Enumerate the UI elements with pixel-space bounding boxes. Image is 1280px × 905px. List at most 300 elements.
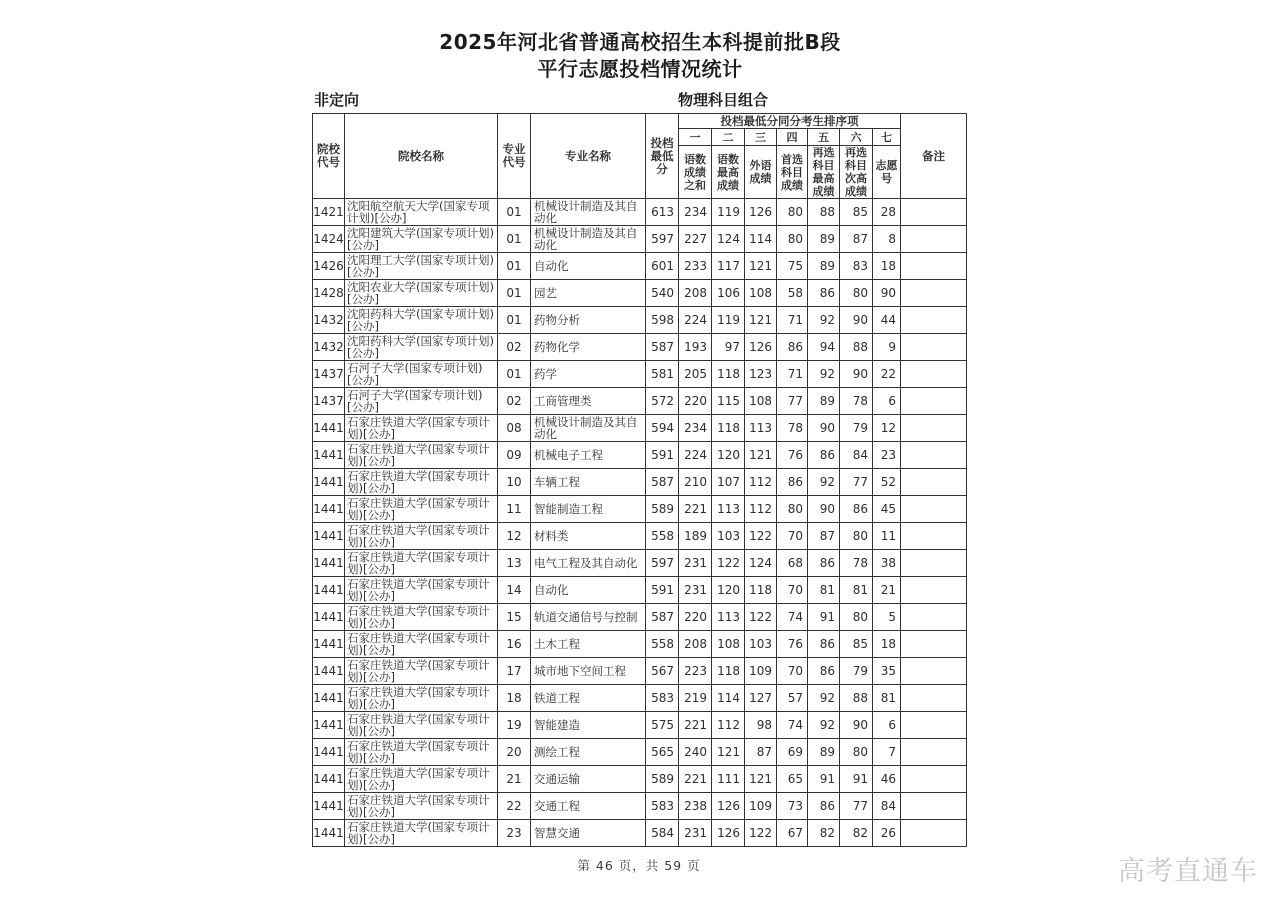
major-code-cell: 01 — [498, 199, 531, 226]
sort7-volunteer-cell: 18 — [873, 631, 901, 658]
sort5-re-max-cell: 92 — [808, 307, 840, 334]
table-row — [313, 793, 967, 820]
sort3-foreign-cell: 113 — [745, 415, 777, 442]
sort1-sum-cell: 234 — [679, 199, 712, 226]
sort1-sum-cell: 224 — [679, 442, 712, 469]
sort5-re-max-cell: 90 — [808, 496, 840, 523]
major-name-cell: 机械设计制造及其自动化 — [531, 199, 646, 226]
sort4-first-subject-cell: 71 — [777, 361, 808, 388]
sort6-re-second-cell: 88 — [840, 334, 873, 361]
major-name-cell: 电气工程及其自动化 — [531, 550, 646, 577]
sort4-first-subject-cell: 68 — [777, 550, 808, 577]
sort2-max-cell: 124 — [712, 226, 745, 253]
sort3-foreign-cell: 109 — [745, 793, 777, 820]
header-sort-label-2: 语数最高成绩 — [712, 146, 745, 199]
sort7-volunteer-cell: 28 — [873, 199, 901, 226]
sort3-foreign-cell: 122 — [745, 523, 777, 550]
sort2-max-cell: 117 — [712, 253, 745, 280]
sort3-foreign-cell: 123 — [745, 361, 777, 388]
remark-cell — [901, 631, 967, 658]
sort6-re-second-cell: 88 — [840, 685, 873, 712]
sort6-re-second-cell: 85 — [840, 199, 873, 226]
college-code-cell: 1432 — [313, 334, 345, 361]
sort3-foreign-cell: 121 — [745, 307, 777, 334]
major-name-cell: 园艺 — [531, 280, 646, 307]
sort2-max-cell: 97 — [712, 334, 745, 361]
sort7-volunteer-cell: 23 — [873, 442, 901, 469]
sort7-volunteer-cell: 5 — [873, 604, 901, 631]
college-name-cell: 石家庄铁道大学(国家专项计划)[公办] — [345, 577, 498, 604]
table-row — [313, 361, 967, 388]
header-sort-num-6: 六 — [840, 129, 873, 146]
major-name-cell: 智慧交通 — [531, 820, 646, 847]
major-name-cell: 车辆工程 — [531, 469, 646, 496]
college-name-cell: 石家庄铁道大学(国家专项计划)[公办] — [345, 658, 498, 685]
min-score-cell: 597 — [646, 226, 679, 253]
sort5-re-max-cell: 86 — [808, 442, 840, 469]
header-major-name: 专业名称 — [531, 114, 646, 199]
college-code-cell: 1441 — [313, 415, 345, 442]
sort1-sum-cell: 189 — [679, 523, 712, 550]
sort4-first-subject-cell: 78 — [777, 415, 808, 442]
remark-cell — [901, 226, 967, 253]
college-name-cell: 石家庄铁道大学(国家专项计划)[公办] — [345, 712, 498, 739]
table-row — [313, 307, 967, 334]
sort5-re-max-cell: 89 — [808, 739, 840, 766]
major-name-cell: 自动化 — [531, 577, 646, 604]
header-major-code: 专业代号 — [498, 114, 531, 199]
remark-cell — [901, 469, 967, 496]
major-name-cell: 轨道交通信号与控制 — [531, 604, 646, 631]
sort6-re-second-cell: 80 — [840, 739, 873, 766]
sort1-sum-cell: 233 — [679, 253, 712, 280]
remark-cell — [901, 334, 967, 361]
major-code-cell: 01 — [498, 280, 531, 307]
major-code-cell: 01 — [498, 307, 531, 334]
header-sort-num-1: 一 — [679, 129, 712, 146]
college-name-cell: 石河子大学(国家专项计划)[公办] — [345, 361, 498, 388]
major-code-cell: 16 — [498, 631, 531, 658]
admission-stats-table — [312, 113, 967, 847]
sort2-max-cell: 111 — [712, 766, 745, 793]
major-name-cell: 交通工程 — [531, 793, 646, 820]
sort6-re-second-cell: 80 — [840, 280, 873, 307]
meta-row — [312, 89, 968, 109]
sort7-volunteer-cell: 90 — [873, 280, 901, 307]
table-row — [313, 523, 967, 550]
sort7-volunteer-cell: 6 — [873, 388, 901, 415]
header-sort-num-4: 四 — [777, 129, 808, 146]
sort3-foreign-cell: 121 — [745, 442, 777, 469]
sort5-re-max-cell: 86 — [808, 658, 840, 685]
college-name-cell: 石家庄铁道大学(国家专项计划)[公办] — [345, 739, 498, 766]
sort4-first-subject-cell: 86 — [777, 469, 808, 496]
sort5-re-max-cell: 92 — [808, 469, 840, 496]
min-score-cell: 613 — [646, 199, 679, 226]
sort5-re-max-cell: 92 — [808, 361, 840, 388]
remark-cell — [901, 199, 967, 226]
major-code-cell: 14 — [498, 577, 531, 604]
min-score-cell: 587 — [646, 469, 679, 496]
sort2-max-cell: 121 — [712, 739, 745, 766]
college-name-cell: 石家庄铁道大学(国家专项计划)[公办] — [345, 496, 498, 523]
major-code-cell: 13 — [498, 550, 531, 577]
sort3-foreign-cell: 109 — [745, 658, 777, 685]
sort6-re-second-cell: 79 — [840, 658, 873, 685]
college-name-cell: 沈阳农业大学(国家专项计划)[公办] — [345, 280, 498, 307]
sort5-re-max-cell: 86 — [808, 631, 840, 658]
min-score-cell: 565 — [646, 739, 679, 766]
sort3-foreign-cell: 108 — [745, 388, 777, 415]
remark-cell — [901, 253, 967, 280]
sort4-first-subject-cell: 70 — [777, 523, 808, 550]
college-name-cell: 石家庄铁道大学(国家专项计划)[公办] — [345, 550, 498, 577]
sort3-foreign-cell: 112 — [745, 496, 777, 523]
sort4-first-subject-cell: 77 — [777, 388, 808, 415]
sort7-volunteer-cell: 12 — [873, 415, 901, 442]
sort6-re-second-cell: 81 — [840, 577, 873, 604]
major-code-cell: 01 — [498, 253, 531, 280]
sort4-first-subject-cell: 67 — [777, 820, 808, 847]
sort1-sum-cell: 231 — [679, 550, 712, 577]
sort7-volunteer-cell: 8 — [873, 226, 901, 253]
college-code-cell: 1421 — [313, 199, 345, 226]
major-name-cell: 城市地下空间工程 — [531, 658, 646, 685]
major-name-cell: 土木工程 — [531, 631, 646, 658]
sort1-sum-cell: 221 — [679, 766, 712, 793]
min-score-cell: 558 — [646, 523, 679, 550]
sort5-re-max-cell: 94 — [808, 334, 840, 361]
major-code-cell: 10 — [498, 469, 531, 496]
major-code-cell: 12 — [498, 523, 531, 550]
college-code-cell: 1441 — [313, 523, 345, 550]
sort5-re-max-cell: 88 — [808, 199, 840, 226]
table-row — [313, 442, 967, 469]
major-name-cell: 铁道工程 — [531, 685, 646, 712]
sort6-re-second-cell: 83 — [840, 253, 873, 280]
remark-cell — [901, 496, 967, 523]
sort4-first-subject-cell: 76 — [777, 442, 808, 469]
remark-cell — [901, 766, 967, 793]
sort2-max-cell: 126 — [712, 793, 745, 820]
major-name-cell: 机械设计制造及其自动化 — [531, 415, 646, 442]
header-sort-label-5: 再选科目最高成绩 — [808, 146, 840, 199]
table-row — [313, 739, 967, 766]
sort4-first-subject-cell: 73 — [777, 793, 808, 820]
college-code-cell: 1441 — [313, 793, 345, 820]
sort3-foreign-cell: 121 — [745, 766, 777, 793]
min-score-cell: 594 — [646, 415, 679, 442]
major-code-cell: 20 — [498, 739, 531, 766]
sort1-sum-cell: 240 — [679, 739, 712, 766]
college-code-cell: 1426 — [313, 253, 345, 280]
sort2-max-cell: 118 — [712, 658, 745, 685]
sort7-volunteer-cell: 18 — [873, 253, 901, 280]
sort6-re-second-cell: 90 — [840, 361, 873, 388]
college-name-cell: 石河子大学(国家专项计划)[公办] — [345, 388, 498, 415]
header-remark: 备注 — [901, 114, 967, 199]
sort4-first-subject-cell: 69 — [777, 739, 808, 766]
min-score-cell: 591 — [646, 577, 679, 604]
sort1-sum-cell: 219 — [679, 685, 712, 712]
table-row — [313, 712, 967, 739]
sort7-volunteer-cell: 38 — [873, 550, 901, 577]
major-code-cell: 22 — [498, 793, 531, 820]
sort6-re-second-cell: 91 — [840, 766, 873, 793]
table-row — [313, 685, 967, 712]
sort2-max-cell: 119 — [712, 307, 745, 334]
major-name-cell: 工商管理类 — [531, 388, 646, 415]
header-sort-label-1: 语数成绩之和 — [679, 146, 712, 199]
sort5-re-max-cell: 86 — [808, 550, 840, 577]
college-name-cell: 沈阳航空航天大学(国家专项计划)[公办] — [345, 199, 498, 226]
header-college-code: 院校代号 — [313, 114, 345, 199]
table-row — [313, 820, 967, 847]
min-score-cell: 589 — [646, 766, 679, 793]
sort6-re-second-cell: 79 — [840, 415, 873, 442]
major-name-cell: 药学 — [531, 361, 646, 388]
sort5-re-max-cell: 91 — [808, 604, 840, 631]
sort3-foreign-cell: 127 — [745, 685, 777, 712]
college-code-cell: 1441 — [313, 658, 345, 685]
sort2-max-cell: 115 — [712, 388, 745, 415]
college-code-cell: 1441 — [313, 550, 345, 577]
college-code-cell: 1441 — [313, 442, 345, 469]
sort3-foreign-cell: 118 — [745, 577, 777, 604]
header-sort-label-6: 再选科目次高成绩 — [840, 146, 873, 199]
major-name-cell: 交通运输 — [531, 766, 646, 793]
min-score-cell: 587 — [646, 334, 679, 361]
header-sort-num-7: 七 — [873, 129, 901, 146]
sort7-volunteer-cell: 46 — [873, 766, 901, 793]
table-row — [313, 577, 967, 604]
header-sort-num-3: 三 — [745, 129, 777, 146]
sort2-max-cell: 120 — [712, 442, 745, 469]
page-title-line1: 2025年河北省普通高校招生本科提前批B段 — [439, 30, 841, 54]
min-score-cell: 567 — [646, 658, 679, 685]
college-name-cell: 石家庄铁道大学(国家专项计划)[公办] — [345, 793, 498, 820]
sort1-sum-cell: 205 — [679, 361, 712, 388]
major-code-cell: 09 — [498, 442, 531, 469]
sort7-volunteer-cell: 45 — [873, 496, 901, 523]
sort2-max-cell: 118 — [712, 415, 745, 442]
watermark: 高考直通车 — [1118, 856, 1258, 887]
sort7-volunteer-cell: 26 — [873, 820, 901, 847]
college-name-cell: 石家庄铁道大学(国家专项计划)[公办] — [345, 523, 498, 550]
college-code-cell: 1428 — [313, 280, 345, 307]
college-code-cell: 1441 — [313, 631, 345, 658]
table-row — [313, 253, 967, 280]
sort4-first-subject-cell: 70 — [777, 658, 808, 685]
table-row — [313, 604, 967, 631]
sort3-foreign-cell: 103 — [745, 631, 777, 658]
sort3-foreign-cell: 122 — [745, 604, 777, 631]
sort2-max-cell: 103 — [712, 523, 745, 550]
sort5-re-max-cell: 86 — [808, 280, 840, 307]
major-code-cell: 11 — [498, 496, 531, 523]
min-score-cell: 583 — [646, 685, 679, 712]
major-code-cell: 02 — [498, 334, 531, 361]
table-row — [313, 469, 967, 496]
header-sort-group: 投档最低分同分考生排序项 — [679, 114, 901, 129]
major-code-cell: 01 — [498, 361, 531, 388]
college-name-cell: 石家庄铁道大学(国家专项计划)[公办] — [345, 604, 498, 631]
sort6-re-second-cell: 80 — [840, 604, 873, 631]
remark-cell — [901, 577, 967, 604]
sort5-re-max-cell: 81 — [808, 577, 840, 604]
page-title-line2: 平行志愿投档情况统计 — [537, 57, 743, 81]
table-row — [313, 199, 967, 226]
college-code-cell: 1441 — [313, 577, 345, 604]
sort5-re-max-cell: 89 — [808, 388, 840, 415]
sort4-first-subject-cell: 80 — [777, 226, 808, 253]
page-number: 第 46 页，共 59 页 — [577, 858, 701, 873]
sort5-re-max-cell: 91 — [808, 766, 840, 793]
sort5-re-max-cell: 87 — [808, 523, 840, 550]
table-row — [313, 766, 967, 793]
remark-cell — [901, 550, 967, 577]
sort6-re-second-cell: 90 — [840, 307, 873, 334]
college-code-cell: 1437 — [313, 388, 345, 415]
document-content — [312, 0, 968, 847]
sort4-first-subject-cell: 76 — [777, 631, 808, 658]
min-score-cell: 597 — [646, 550, 679, 577]
sort5-re-max-cell: 92 — [808, 712, 840, 739]
header-sort-num-2: 二 — [712, 129, 745, 146]
remark-cell — [901, 442, 967, 469]
remark-cell — [901, 820, 967, 847]
remark-cell — [901, 793, 967, 820]
sort3-foreign-cell: 126 — [745, 334, 777, 361]
sort3-foreign-cell: 98 — [745, 712, 777, 739]
major-code-cell: 02 — [498, 388, 531, 415]
college-name-cell: 石家庄铁道大学(国家专项计划)[公办] — [345, 415, 498, 442]
major-name-cell: 智能制造工程 — [531, 496, 646, 523]
remark-cell — [901, 685, 967, 712]
min-score-cell: 572 — [646, 388, 679, 415]
min-score-cell: 591 — [646, 442, 679, 469]
sort7-volunteer-cell: 81 — [873, 685, 901, 712]
sort5-re-max-cell: 86 — [808, 793, 840, 820]
sort2-max-cell: 119 — [712, 199, 745, 226]
sort6-re-second-cell: 78 — [840, 388, 873, 415]
remark-cell — [901, 739, 967, 766]
sort4-first-subject-cell: 71 — [777, 307, 808, 334]
remark-cell — [901, 523, 967, 550]
sort7-volunteer-cell: 35 — [873, 658, 901, 685]
sort3-foreign-cell: 87 — [745, 739, 777, 766]
remark-cell — [901, 280, 967, 307]
sort3-foreign-cell: 126 — [745, 199, 777, 226]
table-row — [313, 415, 967, 442]
college-code-cell: 1432 — [313, 307, 345, 334]
sort7-volunteer-cell: 44 — [873, 307, 901, 334]
sort7-volunteer-cell: 9 — [873, 334, 901, 361]
sort1-sum-cell: 227 — [679, 226, 712, 253]
sort4-first-subject-cell: 65 — [777, 766, 808, 793]
min-score-cell: 589 — [646, 496, 679, 523]
college-name-cell: 石家庄铁道大学(国家专项计划)[公办] — [345, 766, 498, 793]
sort4-first-subject-cell: 58 — [777, 280, 808, 307]
major-name-cell: 测绘工程 — [531, 739, 646, 766]
sort4-first-subject-cell: 74 — [777, 712, 808, 739]
sort2-max-cell: 118 — [712, 361, 745, 388]
sort4-first-subject-cell: 74 — [777, 604, 808, 631]
table-row — [313, 334, 967, 361]
sort3-foreign-cell: 121 — [745, 253, 777, 280]
sort4-first-subject-cell: 86 — [777, 334, 808, 361]
sort4-first-subject-cell: 57 — [777, 685, 808, 712]
college-code-cell: 1441 — [313, 766, 345, 793]
sort3-foreign-cell: 124 — [745, 550, 777, 577]
sort2-max-cell: 122 — [712, 550, 745, 577]
header-sort-label-4: 首选科目成绩 — [777, 146, 808, 199]
sort5-re-max-cell: 89 — [808, 253, 840, 280]
sort3-foreign-cell: 122 — [745, 820, 777, 847]
major-name-cell: 自动化 — [531, 253, 646, 280]
college-name-cell: 石家庄铁道大学(国家专项计划)[公办] — [345, 631, 498, 658]
sort6-re-second-cell: 84 — [840, 442, 873, 469]
sort5-re-max-cell: 92 — [808, 685, 840, 712]
sort1-sum-cell: 238 — [679, 793, 712, 820]
college-name-cell: 石家庄铁道大学(国家专项计划)[公办] — [345, 442, 498, 469]
remark-cell — [901, 415, 967, 442]
min-score-cell: 540 — [646, 280, 679, 307]
table-row — [313, 496, 967, 523]
sort1-sum-cell: 220 — [679, 604, 712, 631]
remark-cell — [901, 388, 967, 415]
major-code-cell: 01 — [498, 226, 531, 253]
sort1-sum-cell: 208 — [679, 280, 712, 307]
sort7-volunteer-cell: 22 — [873, 361, 901, 388]
college-code-cell: 1441 — [313, 820, 345, 847]
table-row — [313, 226, 967, 253]
major-name-cell: 机械电子工程 — [531, 442, 646, 469]
major-code-cell: 15 — [498, 604, 531, 631]
sort3-foreign-cell: 112 — [745, 469, 777, 496]
college-name-cell: 石家庄铁道大学(国家专项计划)[公办] — [345, 469, 498, 496]
sort1-sum-cell: 224 — [679, 307, 712, 334]
major-code-cell: 19 — [498, 712, 531, 739]
sort2-max-cell: 114 — [712, 685, 745, 712]
min-score-cell: 581 — [646, 361, 679, 388]
major-name-cell: 药物分析 — [531, 307, 646, 334]
remark-cell — [901, 658, 967, 685]
sort6-re-second-cell: 87 — [840, 226, 873, 253]
sort6-re-second-cell: 82 — [840, 820, 873, 847]
sort1-sum-cell: 234 — [679, 415, 712, 442]
college-code-cell: 1437 — [313, 361, 345, 388]
major-code-cell: 21 — [498, 766, 531, 793]
sort1-sum-cell: 231 — [679, 577, 712, 604]
min-score-cell: 583 — [646, 793, 679, 820]
sort2-max-cell: 113 — [712, 604, 745, 631]
major-code-cell: 17 — [498, 658, 531, 685]
college-code-cell: 1441 — [313, 712, 345, 739]
college-code-cell: 1441 — [313, 739, 345, 766]
min-score-cell: 575 — [646, 712, 679, 739]
remark-cell — [901, 604, 967, 631]
sort6-re-second-cell: 86 — [840, 496, 873, 523]
sort4-first-subject-cell: 80 — [777, 199, 808, 226]
sort1-sum-cell: 231 — [679, 820, 712, 847]
sort5-re-max-cell: 82 — [808, 820, 840, 847]
sort2-max-cell: 112 — [712, 712, 745, 739]
min-score-cell: 598 — [646, 307, 679, 334]
header-sort-label-7: 志愿号 — [873, 146, 901, 199]
sort2-max-cell: 108 — [712, 631, 745, 658]
sort1-sum-cell: 220 — [679, 388, 712, 415]
